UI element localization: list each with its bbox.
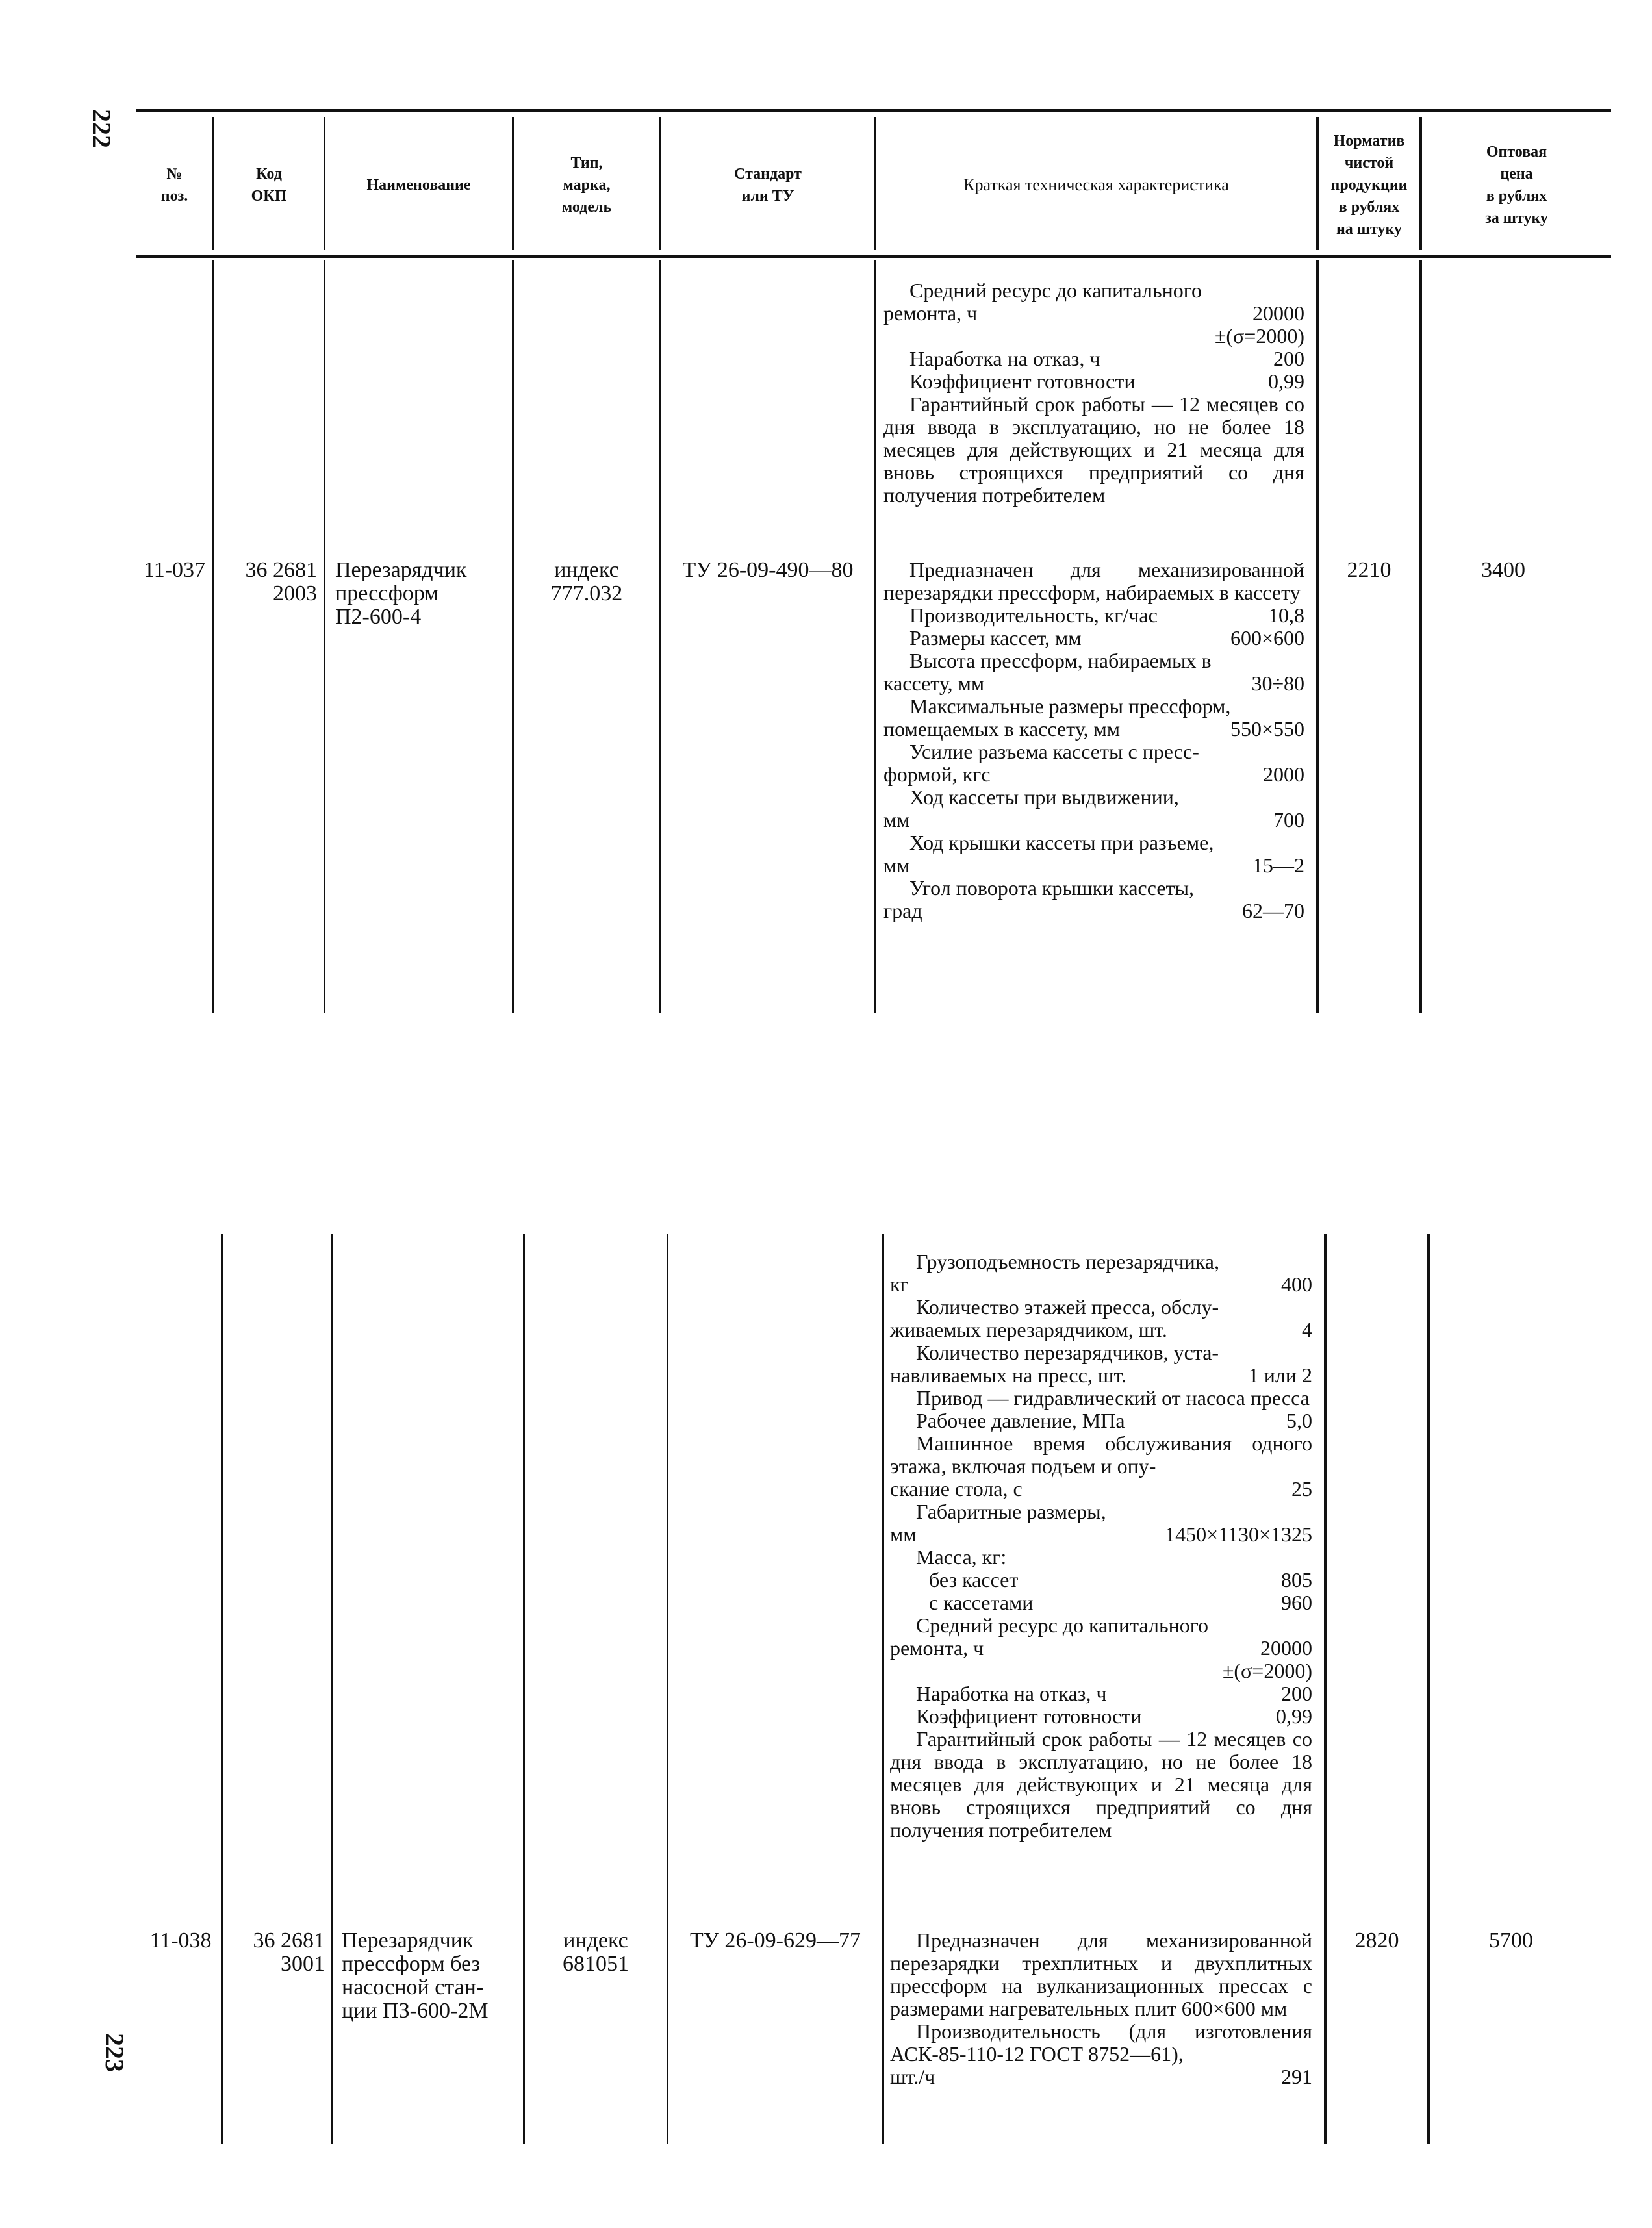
block1-col-divider	[874, 260, 876, 1013]
block2-spec-pre	[890, 1250, 1312, 1842]
spec-line: Наработка на отказ, ч 200	[909, 347, 1304, 370]
header-spec: Краткая техническая характеристика	[963, 175, 1229, 194]
block2-spec	[890, 1929, 1312, 2088]
spec-line: Ход крышки кассеты при разъеме,	[909, 831, 1214, 854]
block1-col-divider	[1316, 260, 1319, 1013]
block1-price: 3400	[1481, 558, 1525, 582]
spec-line: шт./ч 291	[890, 2065, 1312, 2088]
page-number-top: 222	[87, 109, 116, 148]
header-bottom-rule	[136, 255, 1611, 258]
spec-line: ±(σ=2000)	[1214, 324, 1304, 348]
header-okp: Код ОКП	[251, 166, 287, 205]
spec-line: с кассетами 960	[929, 1591, 1312, 1614]
spec-line: формой, кгс 2000	[883, 763, 1304, 786]
spec-line: скание стола, с 25	[890, 1477, 1312, 1500]
spec-line: Коэффициент готовности 0,99	[909, 370, 1304, 393]
block1-okp: 36 2681 2003	[245, 558, 317, 605]
spec-line: Масса, кг:	[916, 1545, 1007, 1569]
block2-col-divider	[331, 1234, 333, 2144]
spec-line: мм 15—2	[883, 854, 1304, 877]
spec-line: Наработка на отказ, ч 200	[916, 1682, 1312, 1705]
spec-line: град 62—70	[883, 899, 1304, 922]
spec-line: кг 400	[890, 1272, 1312, 1296]
spec-line: мм 1450×1130×1325	[890, 1523, 1312, 1546]
block2-col-divider	[523, 1234, 525, 2144]
spec-line: Средний ресурс до капитального	[909, 279, 1202, 302]
spec-paragraph: Производительность (для изготовления АСК-85-110-12 ГОСТ 8752—61),	[890, 2019, 1312, 2066]
spec-line: ремонта, ч 20000	[890, 1636, 1312, 1660]
block2-col-divider	[667, 1234, 668, 2144]
spec-line: Высота прессформ, набираемых в	[909, 649, 1212, 672]
spec-paragraph: Предназначен для механизированной перезарядки трехплитных и двухплитных прессформ на вулканизационных прессах с размерами нагревательных плит 600×600 мм	[890, 1929, 1312, 2020]
block2-standard: ТУ 26-09-629—77	[690, 1929, 861, 1953]
block2-price: 5700	[1489, 1929, 1533, 1953]
spec-line: Грузоподъемность перезарядчика,	[916, 1250, 1219, 1273]
spec-line: Ход кассеты при выдвижении,	[909, 785, 1179, 809]
block2-col-divider	[1324, 1234, 1327, 2144]
block2-norm: 2820	[1354, 1929, 1399, 1953]
spec-line: Угол поворота крышки кассеты,	[909, 876, 1194, 900]
spec-line: мм 700	[883, 808, 1304, 831]
header-norm: Норматив чистой продукции в рублях на штуку	[1330, 133, 1408, 238]
block1-col-divider	[324, 260, 325, 1013]
block2-okp: 36 2681 3001	[253, 1929, 325, 1976]
spec-paragraph: Гарантийный срок работы — 12 месяцев со дня ввода в эксплуатацию, но не более 18 месяцев для действующих и 21 месяца для вновь строящихся предприятий со дня получения потребителем	[890, 1727, 1312, 1842]
spec-paragraph: Гарантийный срок работы — 12 месяцев со дня ввода в эксплуатацию, но не более 18 месяцев для действующих и 21 месяца для вновь строящихся предприятий со дня получения потребителем	[883, 392, 1304, 507]
header-price: Оптовая цена в рублях за штуку	[1485, 144, 1548, 227]
header-standard: Стандарт или ТУ	[734, 166, 802, 205]
block1-pos: 11-037	[143, 558, 206, 582]
block2-col-divider	[882, 1234, 884, 2144]
block1-type: индекс 777.032	[550, 558, 623, 605]
spec-line: Производительность, кг/час 10,8	[909, 603, 1304, 627]
spec-line: Рабочее давление, МПа 5,0	[916, 1409, 1312, 1432]
spec-line: Размеры кассет, мм 600×600	[909, 626, 1304, 650]
header-pos: № поз.	[160, 166, 188, 205]
block2-type: индекс 681051	[563, 1929, 629, 1976]
block2-col-divider	[221, 1234, 223, 2144]
block1-spec	[883, 559, 1304, 922]
spec-paragraph: Машинное время обслуживания одного этажа, включая подъем и опу-	[890, 1432, 1312, 1478]
spec-line: Габаритные размеры,	[916, 1500, 1106, 1523]
block1-spec-pre	[883, 279, 1304, 507]
block1-name: Перезарядчик прессформ П2-600-4	[335, 558, 467, 629]
spec-line: Максимальные размеры прессформ,	[909, 694, 1231, 718]
block1-col-divider	[659, 260, 661, 1013]
block2-pos: 11-038	[149, 1929, 212, 1953]
block1-standard: ТУ 26-09-490—80	[682, 558, 854, 582]
block1-norm: 2210	[1347, 558, 1391, 582]
block1-col-divider	[512, 260, 514, 1013]
header-top-rule	[136, 109, 1611, 112]
block2-col-divider	[1427, 1234, 1430, 2144]
header-name: Наименование	[366, 177, 471, 194]
spec-line: помещаемых в кассету, мм 550×550	[883, 717, 1304, 741]
spec-line: Средний ресурс до капитального	[916, 1614, 1209, 1637]
spec-line: ±(σ=2000)	[1222, 1659, 1312, 1682]
spec-line: без кассет 805	[929, 1568, 1312, 1591]
spec-line: живаемых перезарядчиком, шт. 4	[890, 1318, 1312, 1341]
block1-col-divider	[212, 260, 214, 1013]
page-number-bottom: 223	[100, 2033, 129, 2072]
spec-line: Усилие разъема кассеты с пресс-	[909, 740, 1199, 763]
spec-line: Коэффициент готовности 0,99	[916, 1704, 1312, 1728]
spec-line: Количество перезарядчиков, уста-	[916, 1341, 1219, 1364]
block1-col-divider	[1419, 260, 1422, 1013]
block2-name: Перезарядчик прессформ без насосной стан- ции ПЗ-600-2М	[342, 1929, 489, 2023]
spec-paragraph: Предназначен для механизированной перезарядки прессформ, набираемых в кассету	[883, 558, 1304, 604]
spec-line: кассету, мм 30÷80	[883, 672, 1304, 695]
spec-line: навливаемых на пресс, шт. 1 или 2	[890, 1363, 1312, 1387]
header-type: Тип, марка, модель	[561, 155, 612, 216]
spec-line: Количество этажей пресса, обслу-	[916, 1295, 1219, 1319]
spec-line: ремонта, ч 20000	[883, 301, 1304, 325]
spec-paragraph: Привод — гидравлический от насоса пресса	[916, 1386, 1310, 1410]
